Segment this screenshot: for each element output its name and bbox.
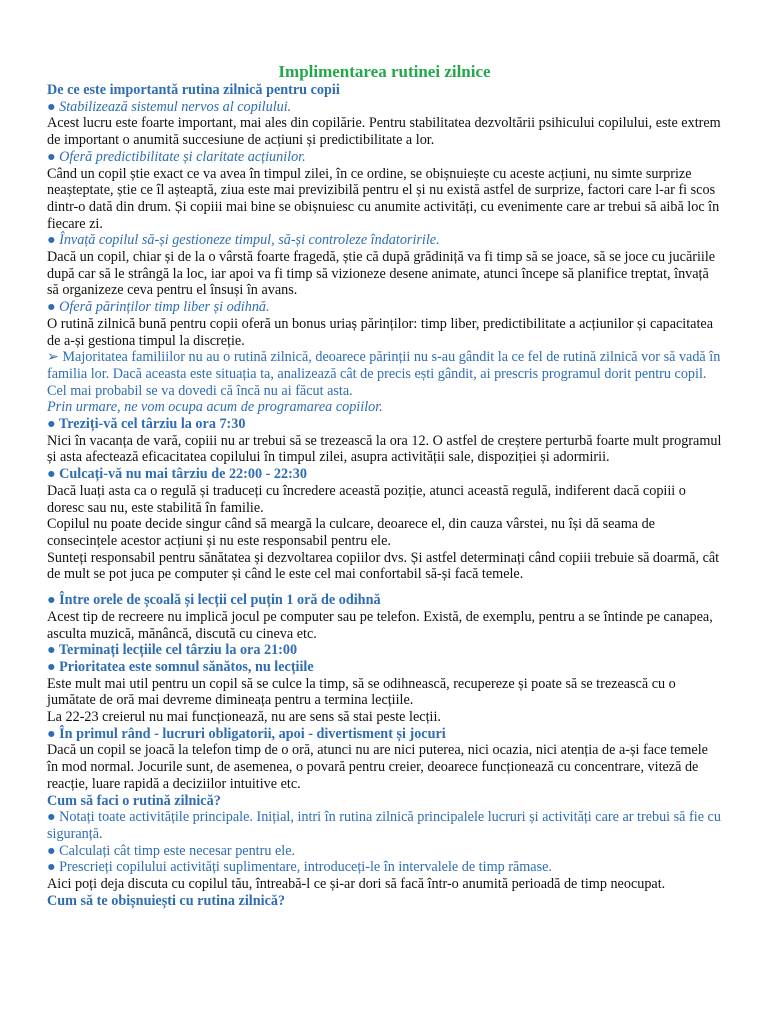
section-heading-getting-used: Cum să te obișnuiești cu rutina zilnică? [47,892,286,909]
section-heading-how-to-make: Cum să faci o rutină zilnică? [47,792,221,809]
rule-heading-obligations-first: ● În primul rând - lucruri obligatorii, apoi - divertisment și jocuri [47,725,446,742]
rule-heading-sleep-priority: ● Prioritatea este somnul sănătos, nu lecțiile [47,658,314,675]
bullet-time-management: ● Învață copilul să-și gestioneze timpul, să-și controleze îndatoririle. [47,232,440,249]
paragraph: Aici poți deja discuta cu copilul tău, întreabă-l ce și-ar dori să facă într-o anumită perioadă de timp neocupat. [47,876,666,893]
bullet-stabilizes: ● Stabilizează sistemul nervos al copilului. [47,98,292,115]
transition-sentence: Prin urmare, ne vom ocupa acum de programarea copiilor. [47,399,383,416]
bullet-note-activities: ● Notați toate activitățile principale. Inițial, intri în rutina zilnică principalele lucruri și activități care ar trebui să fie cu siguranță. [47,809,721,842]
paragraph: Acest lucru este foarte important, mai ales din copilărie. Pentru stabilitatea dezvoltării psihicului copilului, este extrem de important o anumită succesiune de acțiuni și predictibilitate a lor. [47,115,721,149]
bullet-parents-free-time: ● Oferă părinților timp liber și odihnă. [47,299,270,316]
rule-heading-rest: ● Între orele de școală și lecții cel puțin 1 oră de odihnă [47,592,381,609]
paragraph: Copilul nu poate decide singur când să meargă la culcare, deoarece el, din cauza vârstei, nu își dă seama de consecințele acestor acțiuni și nu este responsabil pentru ele. [47,516,655,549]
section-heading-importance: De ce este importantă rutina zilnică pentru copii [47,82,340,98]
spacer [47,583,722,592]
paragraph: Este mult mai util pentru un copil să se culce la timp, să se odihnească, recupereze și poate să se trezească cu o jumătate de oră mai devreme dimineața pentru a termina lecțiile. [47,675,676,709]
note-arrow-paragraph: ➢ Majoritatea familiilor nu au o rutină zilnică, deoarece părinții nu s-au gândit la ce fel de rutină zilnică vor să vadă în familia lor. Dacă aceasta este situația ta, analizează cât de precis ești gândit, ai prescris programul dorit pentru copil. Cel mai probabil se va dovedi că încă nu ai făcut asta. [47,349,721,399]
bullet-calculate-time: ● Calculați cât timp este necesar pentru ele. [47,842,296,859]
paragraph: Dacă un copil se joacă la telefon timp de o oră, atunci nu are nici puterea, nici ocazia, nici atenția de a-și face temele în mod normal. Jocurile sunt, de asemenea, o povară pentru creier, deoarece funcționează cu concentrare, viteză de reacție, luare rapidă a deciziilor intuitive etc. [47,742,708,792]
rule-heading-bedtime: ● Culcați-vă nu mai târziu de 22:00 - 22:30 [47,466,307,483]
bullet-extra-activities: ● Prescrieți copilului activități suplimentare, introduceți-le în intervalele de timp rămase. [47,859,552,876]
paragraph: O rutină zilnică bună pentru copii oferă un bonus uriaș părinților: timp liber, predictibilitate a acțiunilor și capacitatea de a-și gestiona timpul la discreție. [47,315,714,349]
rule-heading-finish-lessons: ● Terminați lecțiile cel târziu la ora 21:00 [47,642,298,659]
paragraph: Sunteți responsabil pentru sănătatea și dezvoltarea copiilor dvs. Și astfel determinați când copiii trebuie să doarmă, cât de mult se pot juca pe computer și când le este cel mai confortabil să-și facă temele. [47,549,720,583]
paragraph: Dacă luați asta ca o regulă și traduceți cu încredere această poziție, atunci această regulă, indiferent dacă copiii o doresc sau nu, este stabilită în familie. [47,482,686,516]
rule-heading-wake-up: ● Treziți-vă cel târziu la ora 7:30 [47,416,246,433]
document-title: Implimentarea rutinei zilnice [278,62,491,81]
paragraph: Nici în vacanța de vară, copiii nu ar trebui să se trezească la ora 12. O astfel de creștere perturbă foarte mult programul și asta afectează eficacitatea copilului în timpul zilei, asupra activității sale, dispoziției și adormirii. [47,432,722,466]
paragraph: Când un copil știe exact ce va avea în timpul zilei, în ce ordine, se obișnuiește cu aceste acțiuni, nu simte surprize neașteptate, știe ce îl așteaptă, ziua este mai previzibilă pentru el și nu există astfel de surprize, factori care l-ar fi scos dintr-o dată din drum. Și copiii mai bine se obișnuiesc cu anumite activități, cu evenimente care ar trebui să aibă loc în fiecare zi. [47,165,720,232]
paragraph: Dacă un copil, chiar și de la o vârstă foarte fragedă, știe că după grădiniță va fi timp să se joace, să se joce cu jucăriile după car să le strângă la loc, iar apoi va fi timp să vizioneze desene animate, atunci începe să planifice treptat, învață să organizeze ceva pentru el însuși în avans. [47,249,716,299]
paragraph: La 22-23 creierul nu mai funcționează, nu are sens să stai peste lecții. [47,709,441,726]
paragraph: Acest tip de recreere nu implică jocul pe computer sau pe telefon. Există, de exemplu, pentru a se întinde pe canapea, asculta muzică, mănâncă, discută cu cineva etc. [47,608,713,642]
bullet-predictability: ● Oferă predictibilitate și claritate acțiunilor. [47,148,306,165]
